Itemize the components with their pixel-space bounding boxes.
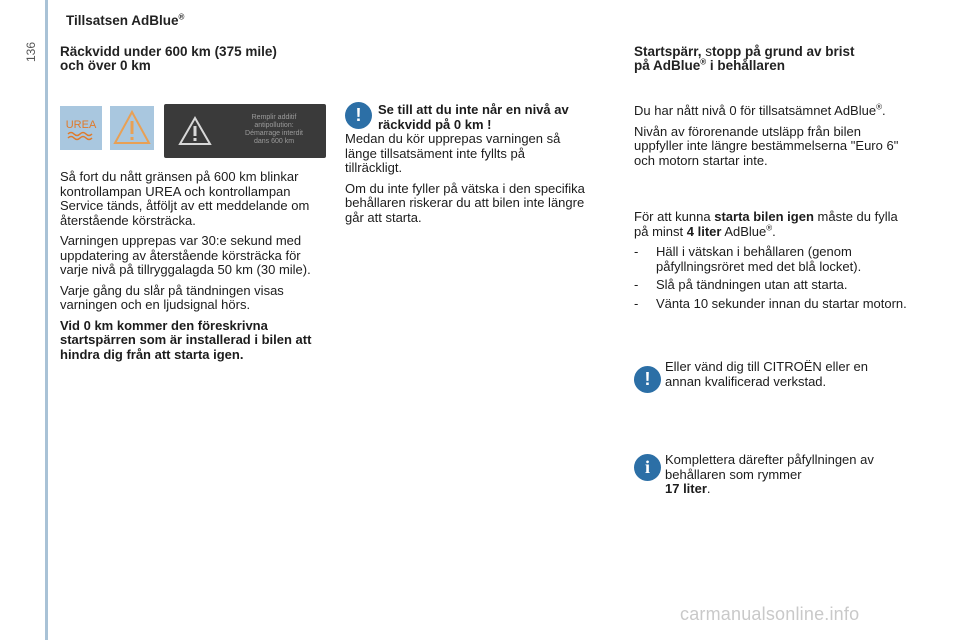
page-number: 136 bbox=[24, 41, 38, 62]
info-icon: i bbox=[634, 454, 661, 481]
list-item: - Häll i vätskan i behållaren (genom påfyllningsröret med det blå locket). bbox=[634, 245, 909, 274]
service-warning-lamp bbox=[110, 106, 154, 150]
left-heading: Räckvidd under 600 km (375 mile) och över 0 km bbox=[60, 44, 277, 73]
left-body bbox=[60, 170, 330, 368]
svg-text:UREA: UREA bbox=[65, 119, 97, 131]
right-paragraph: Nivån av förorenande utsläpp från bilen uppfyller inte längre bestämmelserna "Euro 6" och motorn startar inte. bbox=[634, 123, 899, 168]
left-paragraph-bold: Vid 0 km kommer den föreskrivna startspärren som är installerad i bilen att hindra dig från att starta igen. bbox=[60, 317, 312, 362]
exclamation-icon: ! bbox=[345, 102, 372, 129]
display-message: Remplir additif antipollution: Démarrage interdit dans 600 km bbox=[245, 114, 303, 145]
exclamation-icon: ! bbox=[634, 366, 661, 393]
note-workshop: Eller vänd dig till CITROËN eller en annan kvalificerad verkstad. bbox=[665, 359, 869, 389]
right-paragraph: Du har nått nivå 0 för tillsatsämnet AdBlue®. bbox=[634, 102, 886, 118]
instrument-display bbox=[164, 104, 326, 158]
left-paragraph: Varningen upprepas var 30:e sekund med uppdatering av återstående körsträcka för varje nivå på tillryggalagda 50 km (30 mile). bbox=[60, 233, 311, 277]
left-paragraph: Varje gång du slår på tändningen visas varningen och en ljudsignal hörs. bbox=[60, 282, 284, 312]
note-capacity: Komplettera därefter påfyllningen av behållaren som rymmer 17 liter. bbox=[665, 452, 874, 496]
urea-icon bbox=[60, 106, 102, 150]
warning-title: Se till att du inte når en nivå av räckvidd på 0 km ! bbox=[378, 102, 569, 132]
middle-paragraph: Medan du kör upprepas varningen så länge tillsatsäment inte fyllts på tillräckligt. bbox=[345, 131, 561, 175]
right-body-steps bbox=[634, 210, 909, 315]
steps-list bbox=[634, 245, 909, 311]
urea-warning-lamp bbox=[60, 106, 102, 150]
middle-paragraph: Om du inte fyller på vätska i den specifika behållaren riskerar du att bilen inte längre går att starta. bbox=[345, 180, 585, 225]
left-paragraph: Så fort du nått gränsen på 600 km blinkar kontrollampan UREA och kontrollampan Service tänds, åtföljt av ett meddelande om återstående körsträcka. bbox=[60, 169, 310, 228]
page-title: Tillsatsen AdBlue® bbox=[66, 12, 185, 28]
service-triangle-icon bbox=[110, 106, 154, 150]
list-item: - Vänta 10 sekunder innan du startar motorn. bbox=[634, 297, 909, 312]
right-heading: Startspärr, stopp på grund av brist på AdBlue® i behållaren bbox=[634, 44, 855, 73]
display-warning-icon bbox=[178, 116, 212, 146]
watermark: carmanualsonline.info bbox=[680, 604, 860, 624]
list-item: - Slå på tändningen utan att starta. bbox=[634, 278, 909, 293]
sidebar-rule bbox=[45, 0, 48, 640]
right-body-top bbox=[634, 104, 909, 174]
middle-body bbox=[345, 132, 585, 231]
right-paragraph: För att kunna starta bilen igen måste du fylla på minst 4 liter AdBlue®. bbox=[634, 209, 898, 239]
